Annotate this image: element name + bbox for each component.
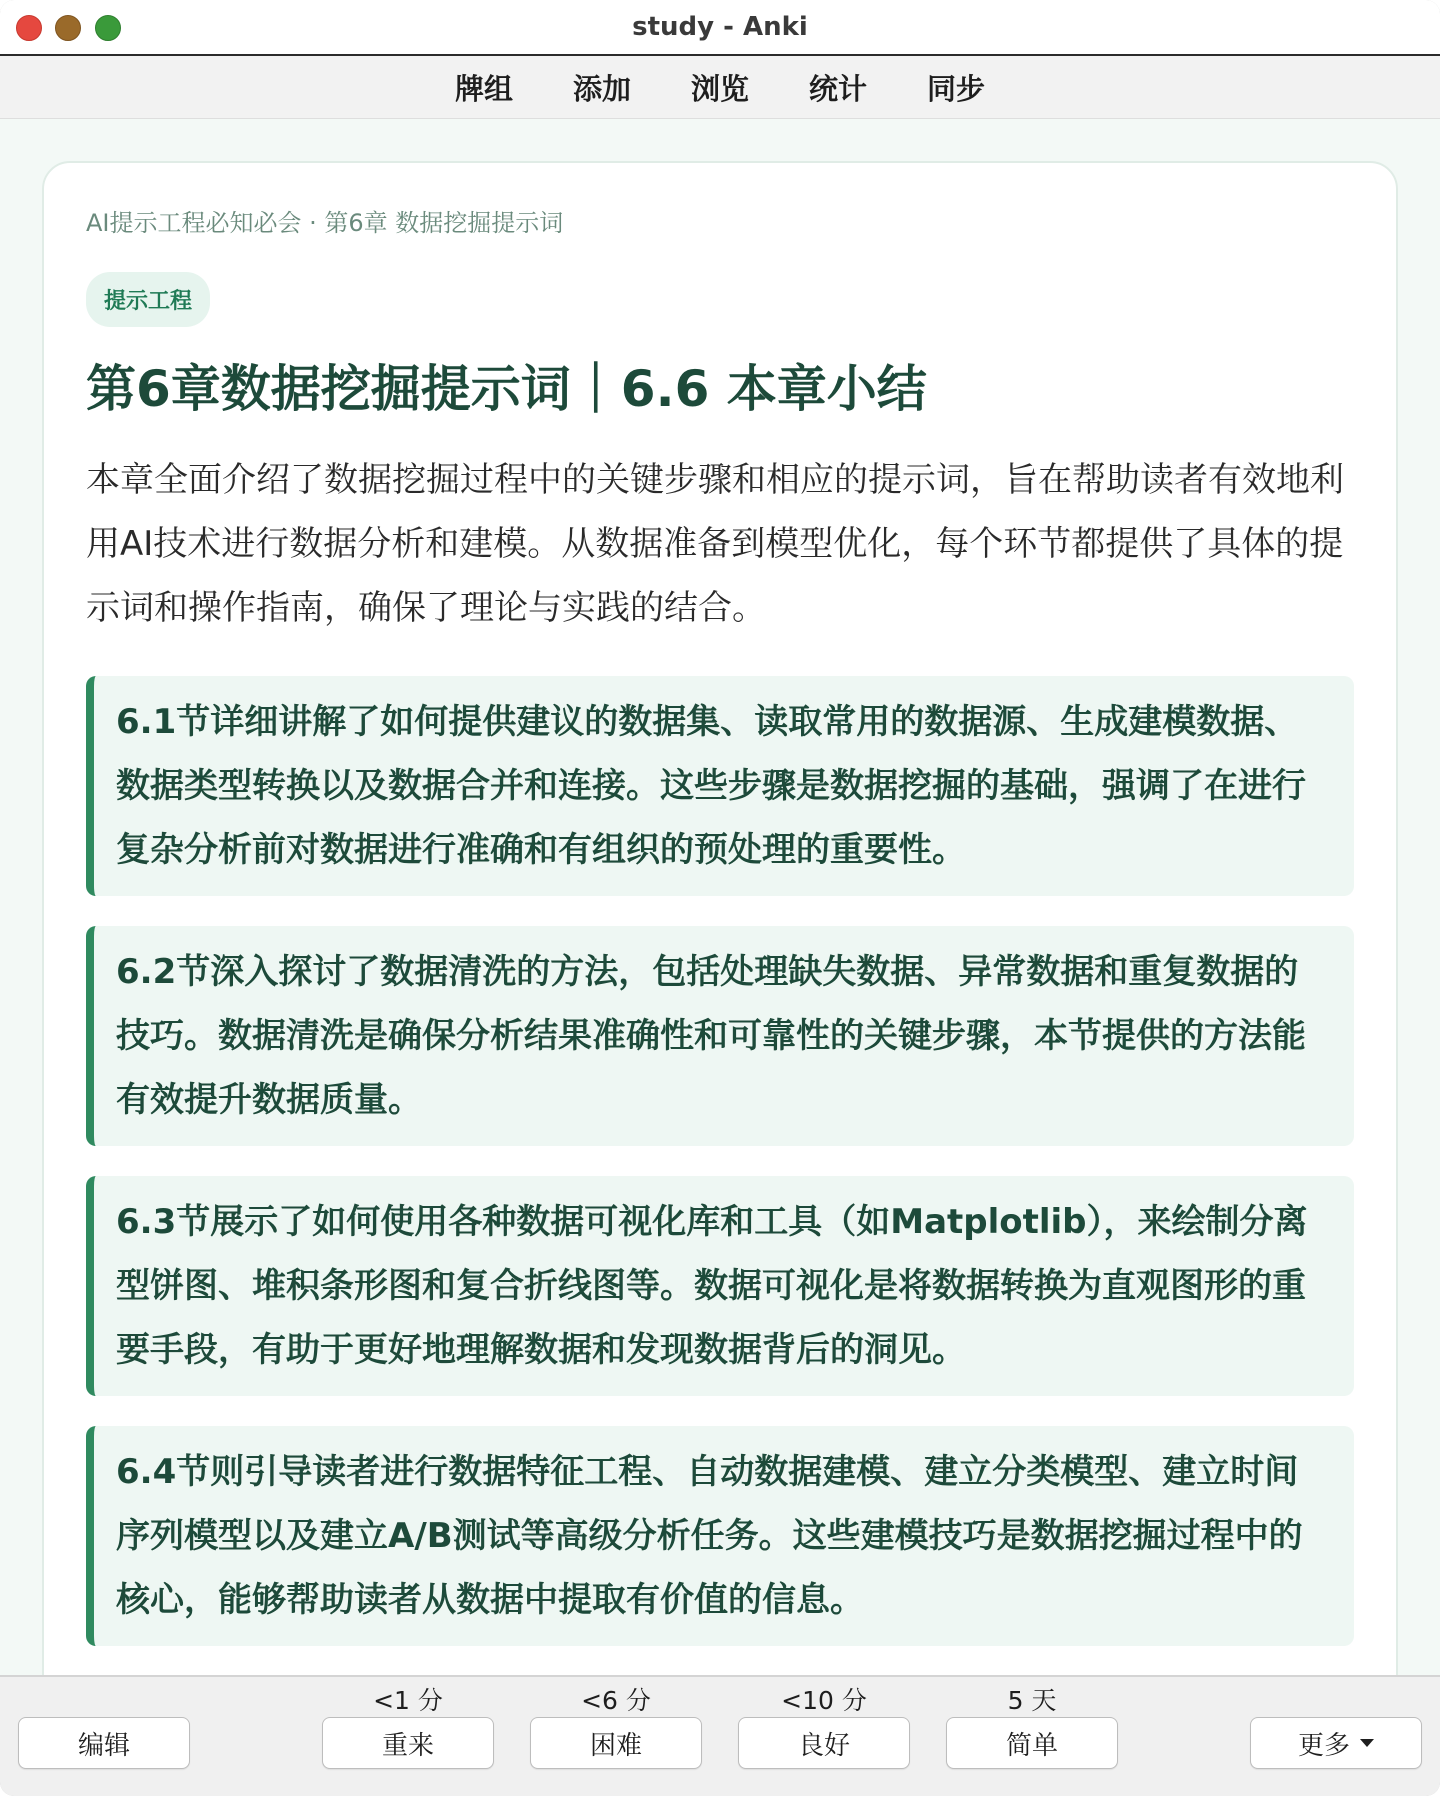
toolbar-add[interactable]: 添加 [572,71,631,106]
window-title: study - Anki [632,12,808,42]
breadcrumb: AI提示工程必知必会 · 第6章 数据挖掘提示词 [86,209,564,237]
hard-button[interactable]: 困难 [530,1717,702,1769]
main-toolbar [0,56,1440,119]
title-bar [0,0,1440,56]
interval-again: <1 分 [373,1686,443,1715]
good-button[interactable]: 良好 [738,1717,910,1769]
summary-section-6-1: 6.1节详细讲解了如何提供建议的数据集、读取常用的数据源、生成建模数据、数据类型转换以及数据合并和连接。这些步骤是数据挖掘的基础，强调了在进行复杂分析前对数据进行准确和有组织的预处理的重要性。 [86,676,1354,896]
more-button-label: 更多 [1297,1730,1350,1761]
toolbar-decks[interactable]: 牌组 [454,71,513,106]
summary-section-6-4: 6.4节则引导读者进行数据特征工程、自动数据建模、建立分类模型、建立时间序列模型以及建立A/B测试等高级分析任务。这些建模技巧是数据挖掘过程中的核心，能够帮助读者从数据中提取有价值的信息。 [86,1426,1354,1646]
interval-easy: 5 天 [1007,1686,1057,1715]
toolbar-sync[interactable]: 同步 [927,71,986,106]
card-viewer[interactable] [0,119,1440,1675]
card-heading: 第6章数据挖掘提示词｜6.6 本章小结 [86,360,927,418]
card-intro: 本章全面介绍了数据挖掘过程中的关键步骤和相应的提示词，旨在帮助读者有效地利用AI技术进行数据分析和建模。从数据准备到模型优化，每个环节都提供了具体的提示词和操作指南，确保了理论与实践的结合。 [86,460,1344,628]
flashcard [42,161,1398,1675]
more-button[interactable] [1250,1717,1422,1769]
edit-button[interactable]: 编辑 [18,1717,190,1769]
toolbar-stats[interactable]: 统计 [809,71,868,106]
summary-section-6-2: 6.2节深入探讨了数据清洗的方法，包括处理缺失数据、异常数据和重复数据的技巧。数据清洗是确保分析结果准确性和可靠性的关键步骤，本节提供的方法能有效提升数据质量。 [86,926,1354,1146]
interval-good: <10 分 [781,1686,867,1715]
interval-hard: <6 分 [581,1686,651,1715]
toolbar-browse[interactable]: 浏览 [690,71,749,106]
again-button[interactable]: 重来 [322,1717,494,1769]
summary-section-6-3: 6.3节展示了如何使用各种数据可视化库和工具（如Matplotlib），来绘制分离型饼图、堆积条形图和复合折线图等。数据可视化是将数据转换为直观图形的重要手段，有助于更好地理解数据和发现数据背后的洞见。 [86,1176,1354,1396]
tag-badge: 提示工程 [86,272,210,327]
answer-bar [0,1675,1440,1796]
caret-down-icon [1360,1739,1374,1747]
easy-button[interactable]: 简单 [946,1717,1118,1769]
